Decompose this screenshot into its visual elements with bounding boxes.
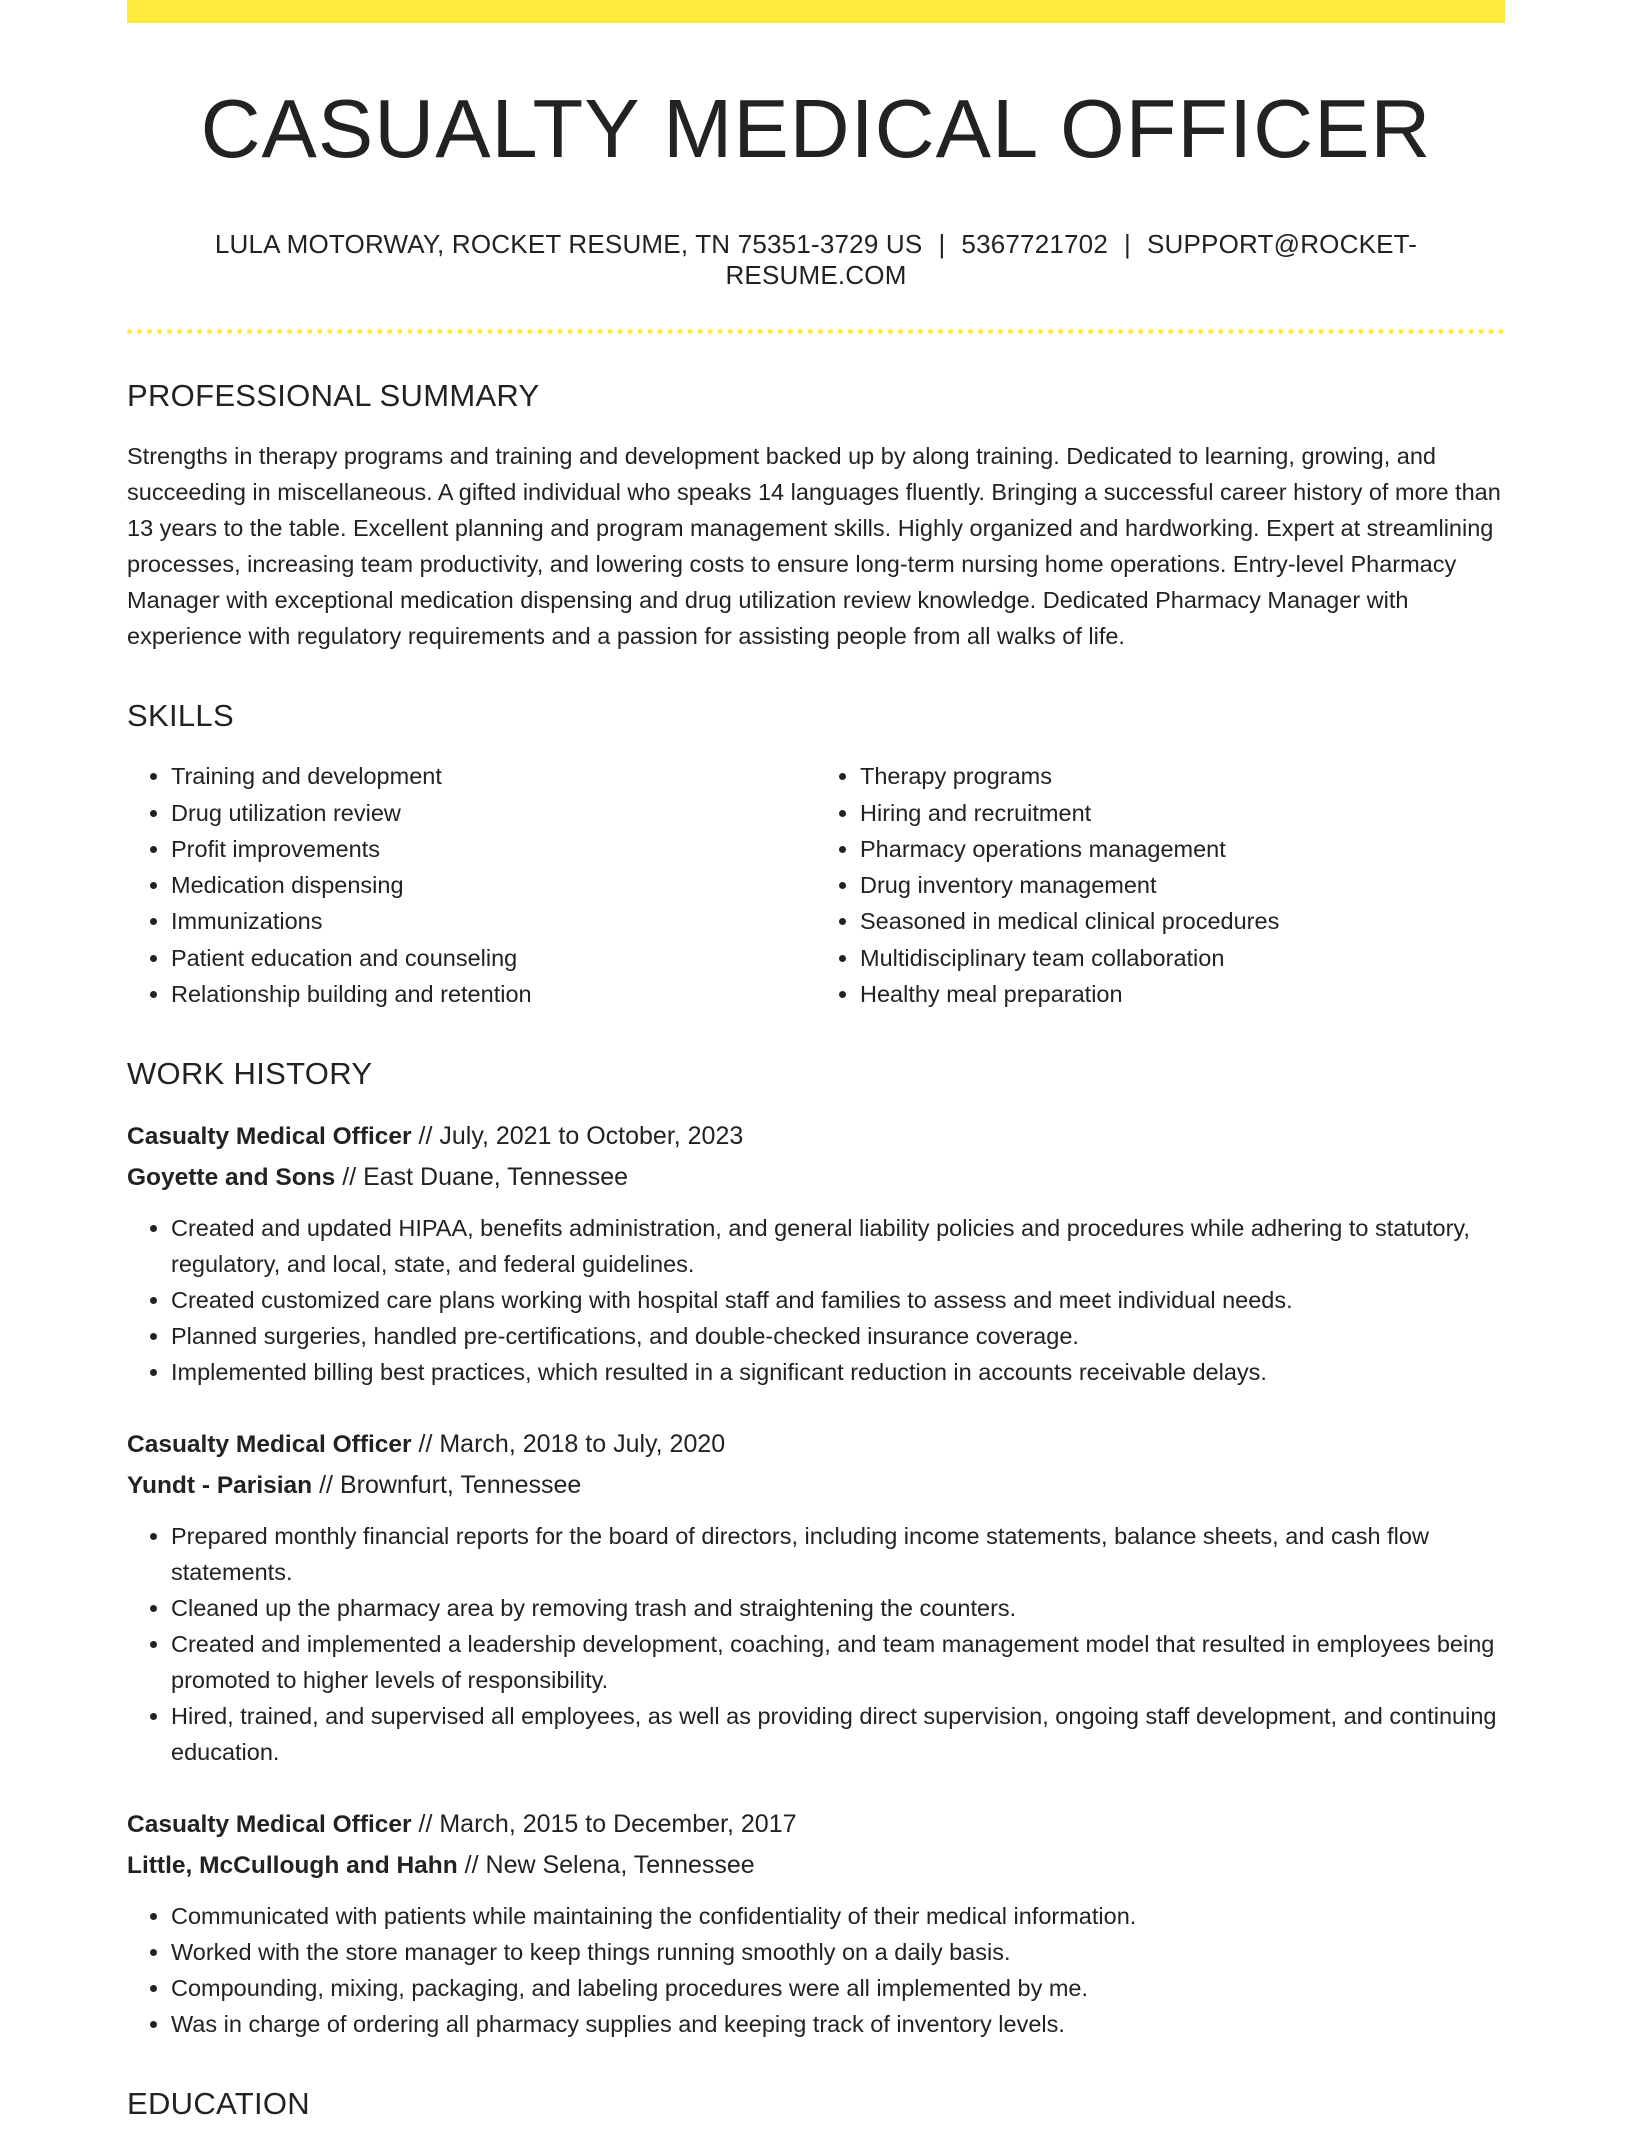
skills-heading: SKILLS	[127, 698, 234, 734]
job-bullet: • Created and implemented a leadership development, coaching, and team management model that resulted in employees being promoted to higher levels of responsibility.	[171, 1626, 1505, 1698]
skills-list-left	[127, 758, 816, 1012]
skill-item: • Medication dispensing	[171, 867, 816, 903]
job-entry	[127, 1424, 1505, 1770]
job-bullet: • Cleaned up the pharmacy area by removing trash and straightening the counters.	[171, 1590, 1505, 1626]
job-location: // East Duane, Tennessee	[335, 1163, 629, 1192]
job-bullet: • Implemented billing best practices, which resulted in a significant reduction in accounts receivable delays.	[171, 1354, 1505, 1390]
skills-grid	[127, 758, 1505, 1012]
job-bullet: • Created customized care plans working with hospital staff and families to assess and meet individual needs.	[171, 1282, 1505, 1318]
job-bullet: • Prepared monthly financial reports for the board of directors, including income statements, balance sheets, and cash flow statements.	[171, 1518, 1505, 1590]
job-dates: // March, 2018 to July, 2020	[411, 1430, 726, 1459]
job-bullet: • Worked with the store manager to keep things running smoothly on a daily basis.	[171, 1934, 1505, 1970]
accent-top-bar	[127, 0, 1505, 23]
skill-item: • Therapy programs	[860, 758, 1505, 794]
skills-list-right	[816, 758, 1505, 1012]
job-role: Casualty Medical Officer	[127, 1811, 412, 1839]
skill-item: • Training and development	[171, 758, 816, 794]
skill-item: • Healthy meal preparation	[860, 976, 1505, 1012]
job-bullet: • Hired, trained, and supervised all employees, as well as providing direct supervision, ongoing staff development, and continuing education.	[171, 1698, 1505, 1770]
job-company: Goyette and Sons	[127, 1164, 336, 1192]
education-heading: EDUCATION	[127, 2086, 310, 2122]
summary-heading: PROFESSIONAL SUMMARY	[127, 378, 540, 414]
resume-page	[127, 0, 1505, 2146]
job-company-line	[127, 1465, 1505, 1506]
skill-item: • Pharmacy operations management	[860, 831, 1505, 867]
job-bullet: • Created and updated HIPAA, benefits administration, and general liability policies and procedures while adhering to statutory, regulatory, and local, state, and federal guidelines.	[171, 1210, 1505, 1282]
job-role-line	[127, 1424, 1505, 1465]
skill-item: • Drug utilization review	[171, 795, 816, 831]
skill-item: • Relationship building and retention	[171, 976, 816, 1012]
job-bullet: • Was in charge of ordering all pharmacy supplies and keeping track of inventory levels.	[171, 2006, 1505, 2042]
skill-item: • Seasoned in medical clinical procedures	[860, 903, 1505, 939]
contact-separator: |	[1124, 229, 1131, 260]
job-bullets	[127, 1210, 1505, 1390]
skill-item: • Multidisciplinary team collaboration	[860, 940, 1505, 976]
contact-phone: 5367721702	[961, 229, 1109, 260]
job-location: // Brownfurt, Tennessee	[312, 1471, 582, 1500]
job-bullet: • Compounding, mixing, packaging, and labeling procedures were all implemented by me.	[171, 1970, 1505, 2006]
job-company: Little, McCullough and Hahn	[127, 1852, 458, 1880]
skill-item: • Immunizations	[171, 903, 816, 939]
job-bullet: • Planned surgeries, handled pre-certifications, and double-checked insurance coverage.	[171, 1318, 1505, 1354]
skill-item: • Hiring and recruitment	[860, 795, 1505, 831]
dotted-divider	[127, 329, 1505, 334]
job-company: Yundt - Parisian	[127, 1472, 313, 1500]
summary-text: Strengths in therapy programs and training and development backed up by along training. Dedicated to learning, growing, and succeeding in miscellaneous. A gifted individual who speaks 14 languages fluently. Bringing a successful career history of more than 13 years to the table. Excellent planning and program management skills. Highly organized and hardworking. Expert at streamlining processes, increasing team productivity, and lowering costs to ensure long-term nursing home operations. Entry-level Pharmacy Manager with exceptional medication dispensing and drug utilization review knowledge. Dedicated Pharmacy Manager with experience with regulatory requirements and a passion for assisting people from all walks of life.	[127, 443, 1501, 650]
contact-email: SUPPORT@ROCKET-RESUME.COM	[725, 229, 1418, 291]
job-entry	[127, 1116, 1505, 1390]
job-entry	[127, 1804, 1505, 2042]
job-dates: // July, 2021 to October, 2023	[411, 1122, 744, 1151]
job-bullets	[127, 1518, 1505, 1770]
job-role-line	[127, 1116, 1505, 1157]
job-bullet: • Communicated with patients while maintaining the confidentiality of their medical information.	[171, 1898, 1505, 1934]
job-company-line	[127, 1845, 1505, 1886]
job-location: // New Selena, Tennessee	[457, 1851, 755, 1880]
work-history-heading: WORK HISTORY	[127, 1056, 373, 1092]
job-company-line	[127, 1157, 1505, 1198]
job-dates: // March, 2015 to December, 2017	[411, 1810, 797, 1839]
job-bullets	[127, 1898, 1505, 2042]
skill-item: • Patient education and counseling	[171, 940, 816, 976]
contact-line	[127, 229, 1505, 291]
skill-item: • Profit improvements	[171, 831, 816, 867]
resume-title: CASUALTY MEDICAL OFFICER	[200, 82, 1432, 175]
job-role: Casualty Medical Officer	[127, 1123, 412, 1151]
job-role-line	[127, 1804, 1505, 1845]
job-role: Casualty Medical Officer	[127, 1431, 412, 1459]
contact-separator: |	[938, 229, 946, 260]
contact-address: LULA MOTORWAY, ROCKET RESUME, TN 75351-3729 US	[214, 229, 923, 260]
skills-column-left	[127, 758, 816, 1012]
skill-item: • Drug inventory management	[860, 867, 1505, 903]
skills-column-right	[816, 758, 1505, 1012]
